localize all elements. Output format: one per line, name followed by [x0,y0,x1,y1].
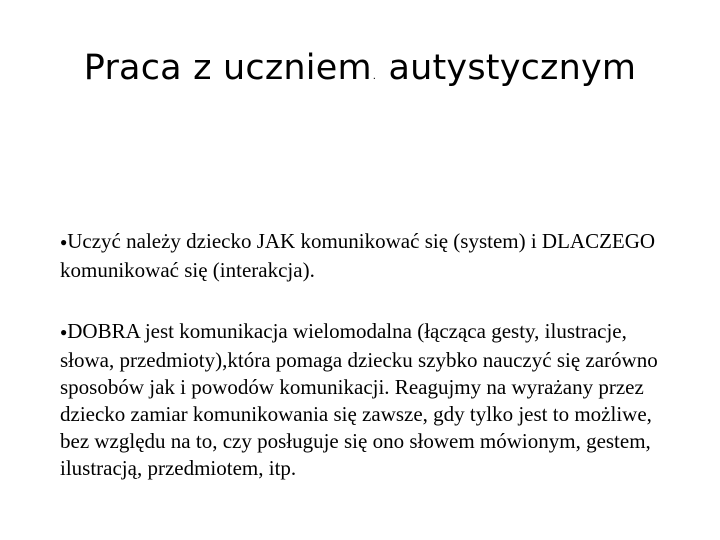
title-text-end: autystycznym [388,48,637,88]
bullet-text: DOBRA jest komunikacja wielomodalna (łącząca gesty, ilustracje, słowa, przedmioty),która pomaga dziecku szybko nauczyć się zarówno sposobów jak i powodów komunikacji. Reagujmy na wyrażany przez dziecko zamiar komunikowania się zawsze, gdy tylko jest to możliwe, bez względu na to, czy posługuje się ono słowem mówionym, gestem, ilustracją, przedmiotem, itp. [60,319,658,480]
title-text-start: Praca z uczniem [83,48,372,88]
title-dot: . [372,71,377,82]
bullet-dot-icon: ● [60,234,68,249]
bullet-text: Uczyć należy dziecko JAK komunikować się (system) i DLACZEGO komunikować się (interakcja). [60,229,656,282]
slide-title [0,44,720,101]
bullet-dot-icon: ● [60,324,68,339]
bullet-item-system [60,228,670,284]
bullet-item-multimodal [60,318,670,482]
